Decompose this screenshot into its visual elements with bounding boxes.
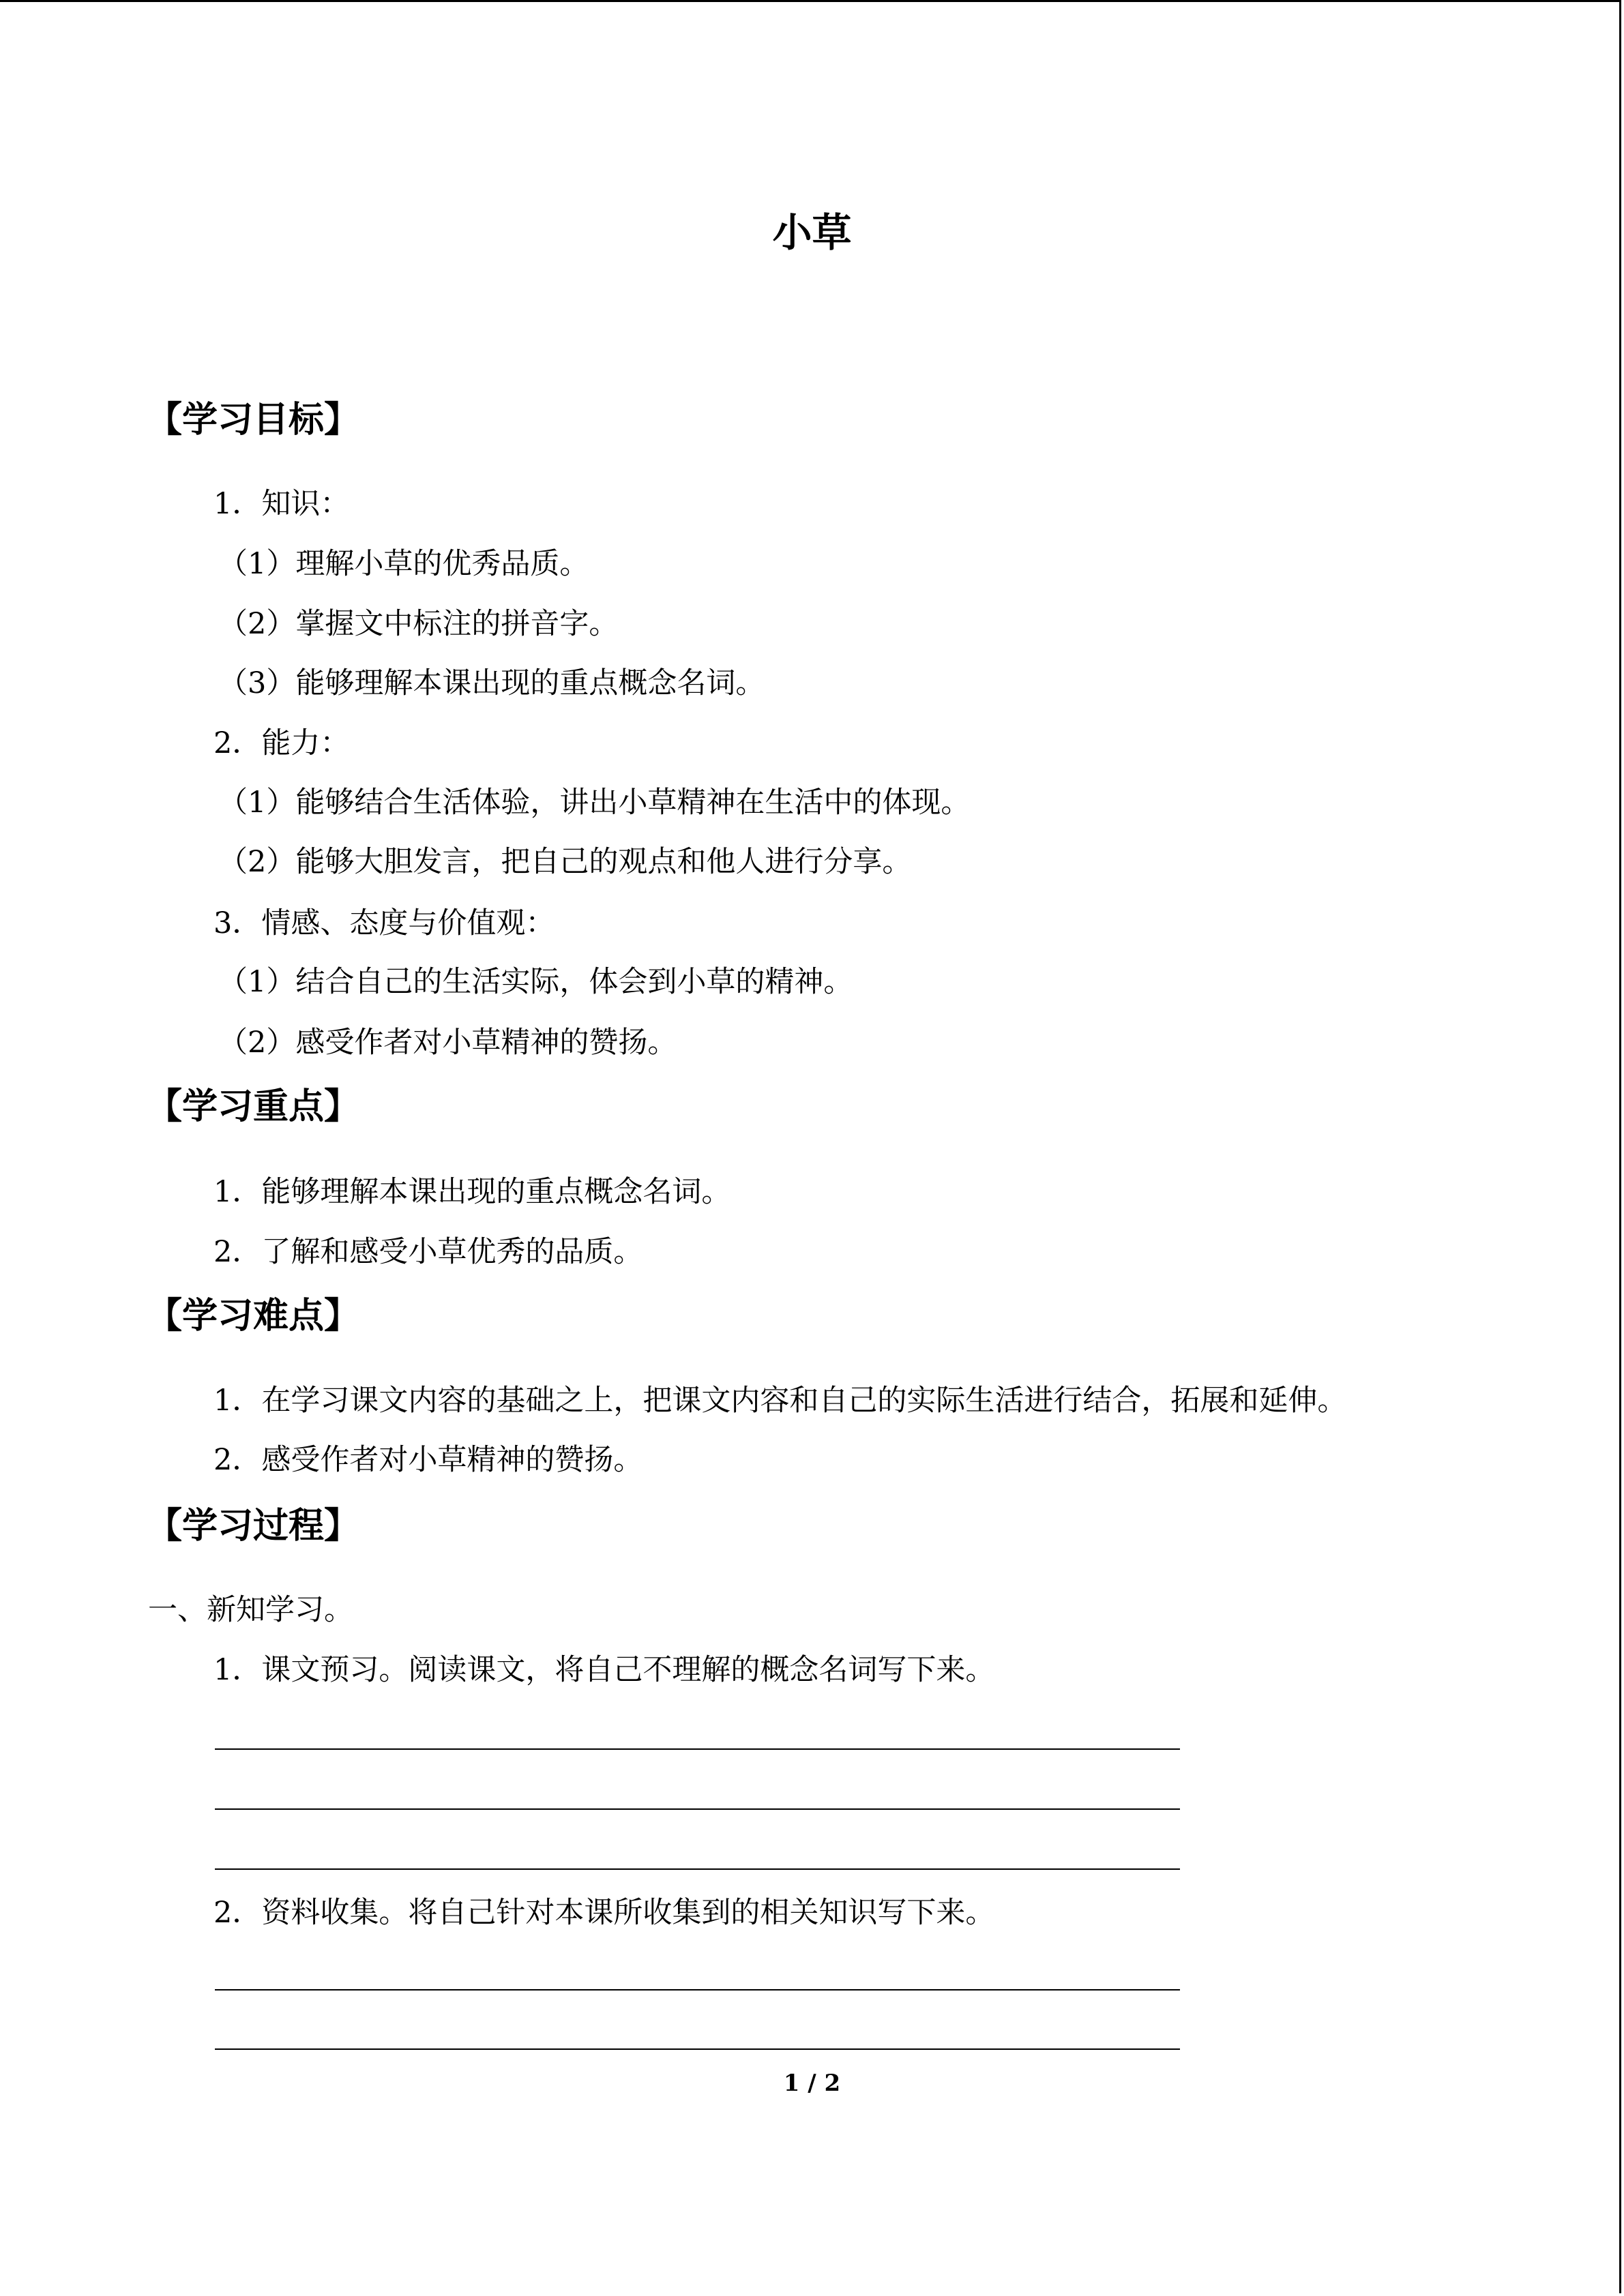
objective-line-10: （2）感受作者对小草精神的赞扬。 <box>218 1026 677 1060</box>
objective-line-5: 2．能力： <box>213 726 350 760</box>
heading-process: 【学习过程】 <box>147 1506 360 1547</box>
objective-line-2: （1）理解小草的优秀品质。 <box>218 547 589 581</box>
process-task-one: 1．课文预习。阅读课文，将自己不理解的概念名词写下来。 <box>213 1653 995 1687</box>
key-point-line-2: 2．了解和感受小草优秀的品质。 <box>213 1235 643 1269</box>
objective-line-8: 3．情感、态度与价值观： <box>213 906 555 940</box>
page-title: 小草 <box>772 209 852 256</box>
answer-line[interactable] <box>215 1808 1180 1810</box>
objective-line-1: 1．知识： <box>213 487 350 521</box>
process-part-one: 一、新知学习。 <box>148 1593 353 1627</box>
objective-line-6: （1）能够结合生活体验，讲出小草精神在生活中的体现。 <box>218 786 971 820</box>
difficulty-line-2: 2．感受作者对小草精神的赞扬。 <box>213 1443 643 1477</box>
objective-line-7: （2）能够大胆发言，把自己的观点和他人进行分享。 <box>218 845 912 879</box>
objective-line-4: （3）能够理解本课出现的重点概念名词。 <box>218 666 765 700</box>
difficulty-line-1: 1．在学习课文内容的基础之上，把课文内容和自己的实际生活进行结合，拓展和延伸。 <box>213 1384 1347 1418</box>
objective-line-3: （2）掌握文中标注的拼音字。 <box>218 607 619 641</box>
answer-line[interactable] <box>215 1748 1180 1750</box>
objective-line-9: （1）结合自己的生活实际，体会到小草的精神。 <box>218 965 853 999</box>
process-task-two: 2．资料收集。将自己针对本课所收集到的相关知识写下来。 <box>213 1896 995 1930</box>
answer-line[interactable] <box>215 2048 1180 2050</box>
answer-line[interactable] <box>215 1868 1180 1870</box>
heading-difficulties: 【学习难点】 <box>147 1296 360 1337</box>
heading-objectives: 【学习目标】 <box>147 400 360 441</box>
page-number: 1 / 2 <box>783 2070 841 2097</box>
heading-key-points: 【学习重点】 <box>147 1086 360 1127</box>
key-point-line-1: 1．能够理解本课出现的重点概念名词。 <box>213 1175 731 1209</box>
answer-line[interactable] <box>215 1989 1180 1991</box>
